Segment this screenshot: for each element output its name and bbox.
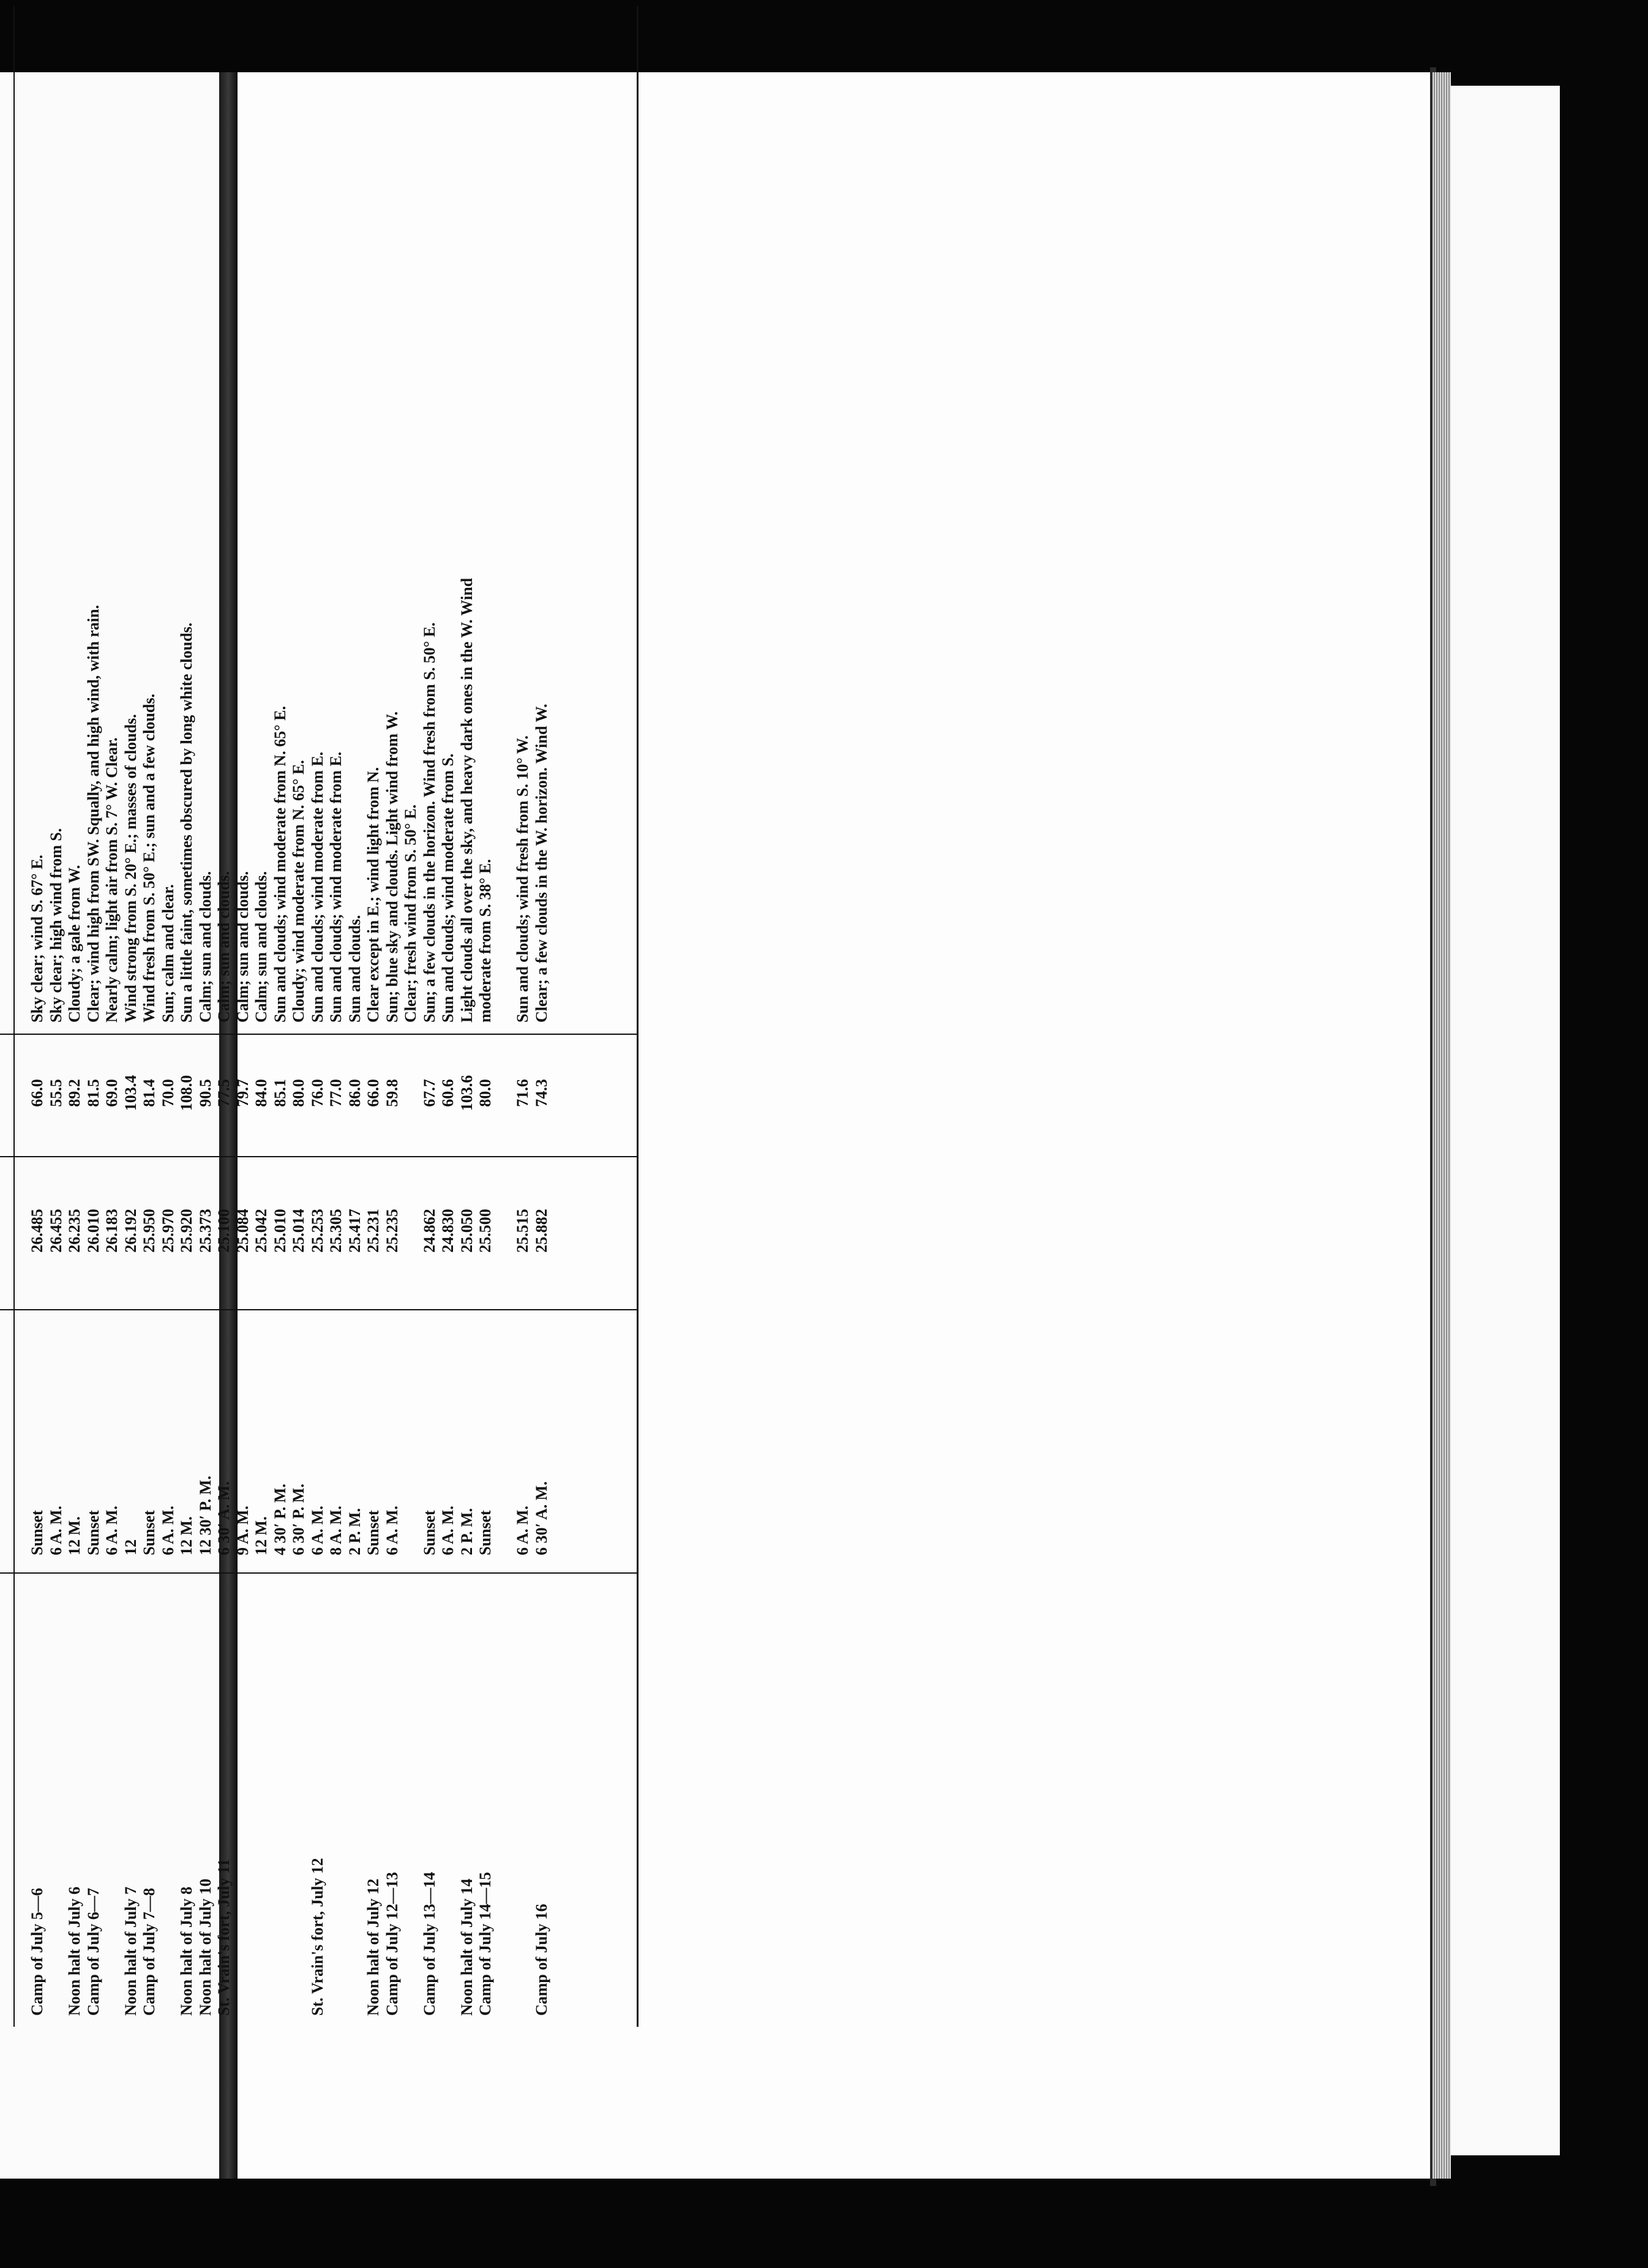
cell-date: Camp of July 6—7: [84, 1888, 102, 2016]
cell-c: 26.485: [28, 1209, 46, 1253]
cell-c: 25.231: [364, 1209, 382, 1253]
cell-remarks: Sky clear; wind S. 67° E.: [28, 854, 46, 1023]
cell-c: 25.042: [252, 1209, 270, 1253]
cell-c: 25.970: [159, 1209, 177, 1253]
cell-hour: Sunset: [140, 1510, 158, 1555]
table-bottom-rule: [637, 6, 639, 2027]
cell-attached: 55.5: [47, 1079, 65, 1107]
header-hour: [0, 1310, 13, 1574]
cell-remarks: Sun and clouds; wind moderate from S.: [439, 753, 457, 1023]
cell-c: 25.235: [383, 1209, 401, 1253]
cell-date: Camp of July 12—13: [383, 1872, 401, 2016]
cell-attached: 90.5: [196, 1079, 214, 1107]
table-row: [66, 6, 84, 2027]
cell-c: 25.500: [476, 1209, 494, 1253]
table-row: [402, 6, 421, 2027]
cell-attached: 86.0: [345, 1079, 364, 1107]
cell-date: Noon halt of July 7: [121, 1887, 140, 2016]
header-attached-thermometer: [0, 1035, 13, 1157]
cell-date: St. Vrain's fort, July 11: [215, 1858, 233, 2016]
table-row: [309, 6, 328, 2027]
table-row: [458, 6, 477, 2027]
cell-hour: Sunset: [364, 1510, 382, 1555]
cell-attached: 103.6: [457, 1075, 476, 1111]
cell-hour: Sunset: [28, 1510, 46, 1555]
cell-remarks: moderate from S. 38° E.: [476, 859, 494, 1023]
cell-hour: 6 30′ A. M.: [215, 1481, 233, 1555]
table-row: [140, 6, 159, 2027]
cell-attached: 81.5: [84, 1079, 102, 1107]
cell-attached: 66.0: [28, 1079, 46, 1107]
cell-date: Noon halt of July 12: [364, 1879, 382, 2016]
cell-attached: 84.0: [252, 1079, 270, 1107]
adjacent-leaf: [1451, 86, 1560, 2155]
cell-remarks: Sun a little faint, sometimes obscured by long white clouds.: [178, 622, 195, 1023]
cell-attached: 80.0: [290, 1079, 307, 1107]
cell-hour: 2 P. M.: [345, 1508, 364, 1555]
cell-c: 25.100: [215, 1209, 233, 1253]
table-row: [215, 6, 234, 2027]
cell-attached: 80.0: [476, 1079, 494, 1107]
table-row: [197, 6, 215, 2027]
cell-remarks: Clear; wind high from SW. Squally, and high wind, with rain.: [84, 605, 102, 1023]
cell-hour: 2 P. M.: [457, 1508, 476, 1555]
table-row: [234, 6, 253, 2027]
cell-c: 25.417: [345, 1209, 364, 1253]
cell-remarks: Sun and clouds; wind moderate from N. 65° E.: [271, 706, 289, 1023]
cell-hour: 12 M.: [252, 1516, 270, 1555]
cell-hour: Sunset: [84, 1510, 102, 1555]
cell-date: Camp of July 13—14: [420, 1872, 438, 2016]
cell-attached: 77.0: [327, 1079, 345, 1107]
cell-hour: 6 A. M.: [439, 1506, 457, 1555]
cell-remarks: Sun and clouds; wind moderate from E.: [308, 751, 326, 1023]
cell-attached: 70.0: [159, 1079, 177, 1107]
table-row: [476, 6, 495, 2027]
cell-remarks: Calm; sun and clouds.: [233, 871, 252, 1023]
table-row: [327, 6, 346, 2027]
table-row: [103, 6, 122, 2027]
cell-attached: 71.6: [514, 1079, 531, 1107]
table-row: [159, 6, 178, 2027]
cell-remarks: Clear; fresh wind from S. 50° E.: [402, 804, 419, 1023]
cell-date: St. Vrain's fort, July 12: [308, 1858, 326, 2016]
cell-c: 25.950: [140, 1209, 158, 1253]
cell-c: 25.882: [532, 1209, 550, 1253]
cell-c: 25.050: [457, 1209, 476, 1253]
cell-remarks: Sun and clouds; wind fresh from S. 10° W.: [514, 735, 531, 1023]
cell-hour: 12: [121, 1539, 140, 1555]
cell-attached: 79.7: [233, 1079, 252, 1107]
cell-remarks: Sun and clouds.: [345, 915, 364, 1023]
cell-date: Noon halt of July 10: [196, 1879, 214, 2016]
cell-remarks: Calm; sun and clouds.: [196, 871, 214, 1023]
table-row: [495, 6, 514, 2027]
cell-attached: 108.0: [178, 1075, 195, 1111]
cell-remarks: Sun; blue sky and clouds. Light wind from W.: [383, 711, 401, 1023]
cell-c: 25.253: [308, 1209, 326, 1253]
header-date: [0, 1574, 13, 2027]
table-row: [252, 6, 271, 2027]
cell-attached: 77.5: [215, 1079, 233, 1107]
page-edges: [1433, 72, 1451, 2179]
cell-hour: 12 M.: [178, 1516, 195, 1555]
cell-remarks: Clear except in E.; wind light from N.: [364, 767, 382, 1023]
cell-attached: 69.0: [103, 1079, 121, 1107]
cell-remarks: Cloudy; wind moderate from N. 65° E.: [290, 760, 307, 1023]
cell-c: 24.862: [420, 1209, 438, 1253]
cell-attached: 103.4: [121, 1075, 140, 1111]
cell-hour: 6 A. M.: [308, 1506, 326, 1555]
table-row: [439, 6, 458, 2027]
table-row: [346, 6, 365, 2027]
cell-attached: 67.7: [420, 1079, 438, 1107]
cell-date: Noon halt of July 6: [66, 1887, 83, 2016]
cell-remarks: Nearly calm; light air from S. 7° W. Clear.: [103, 737, 121, 1023]
cell-date: Camp of July 5—6: [28, 1888, 46, 2016]
cell-hour: 6 A. M.: [514, 1506, 531, 1555]
table-row: [122, 6, 141, 2027]
cell-hour: Sunset: [420, 1510, 438, 1555]
table-row: [533, 6, 552, 2027]
cell-hour: 6 A. M.: [47, 1506, 65, 1555]
cell-remarks: Wind strong from S. 20° E.; masses of clouds.: [121, 714, 140, 1023]
cell-attached: 66.0: [364, 1079, 382, 1107]
cell-attached: 89.2: [66, 1079, 83, 1107]
cell-date: Camp of July 7—8: [140, 1888, 158, 2016]
cell-c: 26.010: [84, 1209, 102, 1253]
cell-c: 25.010: [271, 1209, 289, 1253]
table-row: [47, 6, 66, 2027]
header-c: [0, 1157, 13, 1310]
cell-attached: 76.0: [308, 1079, 326, 1107]
cell-attached: 60.6: [439, 1079, 457, 1107]
cell-c: 25.305: [327, 1209, 345, 1253]
table-row: [178, 6, 197, 2027]
cell-date: Camp of July 16: [532, 1904, 550, 2016]
cell-remarks: Light clouds all over the sky, and heavy dark ones in the W. Wind: [457, 577, 476, 1023]
table-row: [364, 6, 383, 2027]
cell-remarks: Calm; sun and clouds.: [252, 871, 270, 1023]
cell-hour: 8 A. M.: [327, 1506, 345, 1555]
cell-date: Camp of July 14—15: [476, 1872, 494, 2016]
cell-c: 26.192: [121, 1209, 140, 1253]
cell-remarks: Sun; calm and clear.: [159, 884, 177, 1023]
header-remarks: [0, 6, 13, 1035]
cell-c: 24.830: [439, 1209, 457, 1253]
cell-remarks: Cloudy; a gale from W.: [66, 865, 83, 1023]
cell-c: 26.235: [66, 1209, 83, 1253]
table-row: [290, 6, 309, 2027]
cell-c: 25.920: [178, 1209, 195, 1253]
cell-c: 26.455: [47, 1209, 65, 1253]
cell-c: 25.515: [514, 1209, 531, 1253]
cell-remarks: Sky clear; high wind from S.: [47, 828, 65, 1023]
cell-date: Noon halt of July 8: [178, 1887, 195, 2016]
cell-hour: 6 A. M.: [383, 1506, 401, 1555]
cell-hour: 12 30′ P. M.: [196, 1476, 214, 1555]
table-row: [514, 6, 533, 2027]
cell-c: 25.084: [233, 1209, 252, 1253]
table-row: [383, 6, 402, 2027]
cell-attached: 59.8: [383, 1079, 401, 1107]
table-row: [28, 6, 47, 2027]
cell-hour: 6 30′ P. M.: [290, 1484, 307, 1555]
cell-remarks: Clear; a few clouds in the W. horizon. Wind W.: [532, 704, 550, 1023]
cell-hour: 9 A. M.: [233, 1506, 252, 1555]
cell-attached: 81.4: [140, 1079, 158, 1107]
cell-c: 25.373: [196, 1209, 214, 1253]
cell-hour: 12 M.: [66, 1516, 83, 1555]
cell-c: 25.014: [290, 1209, 307, 1253]
cell-remarks: Calm; sun and clouds.: [215, 871, 233, 1023]
cell-c: 26.183: [103, 1209, 121, 1253]
cell-remarks: Sun; a few clouds in the horizon. Wind fresh from S. 50° E.: [420, 622, 438, 1023]
cell-remarks: Sun and clouds; wind moderate from E.: [327, 751, 345, 1023]
cell-hour: 4 30′ P. M.: [271, 1484, 289, 1555]
cell-remarks: Wind fresh from S. 50° E.; sun and a few clouds.: [140, 694, 158, 1023]
cell-hour: 6 30′ A. M.: [532, 1481, 550, 1555]
table-header-rule: [13, 6, 15, 2027]
cell-date: Noon halt of July 14: [457, 1879, 476, 2016]
cell-attached: 85.1: [271, 1079, 289, 1107]
cell-hour: 6 A. M.: [103, 1506, 121, 1555]
table-row: [84, 6, 103, 2027]
table-body: [28, 6, 551, 2027]
table-row: [271, 6, 290, 2027]
cell-hour: Sunset: [476, 1510, 494, 1555]
table-row: [421, 6, 440, 2027]
cell-attached: 74.3: [532, 1079, 550, 1107]
cell-hour: 6 A. M.: [159, 1506, 177, 1555]
rotated-document: [0, 6, 655, 2027]
